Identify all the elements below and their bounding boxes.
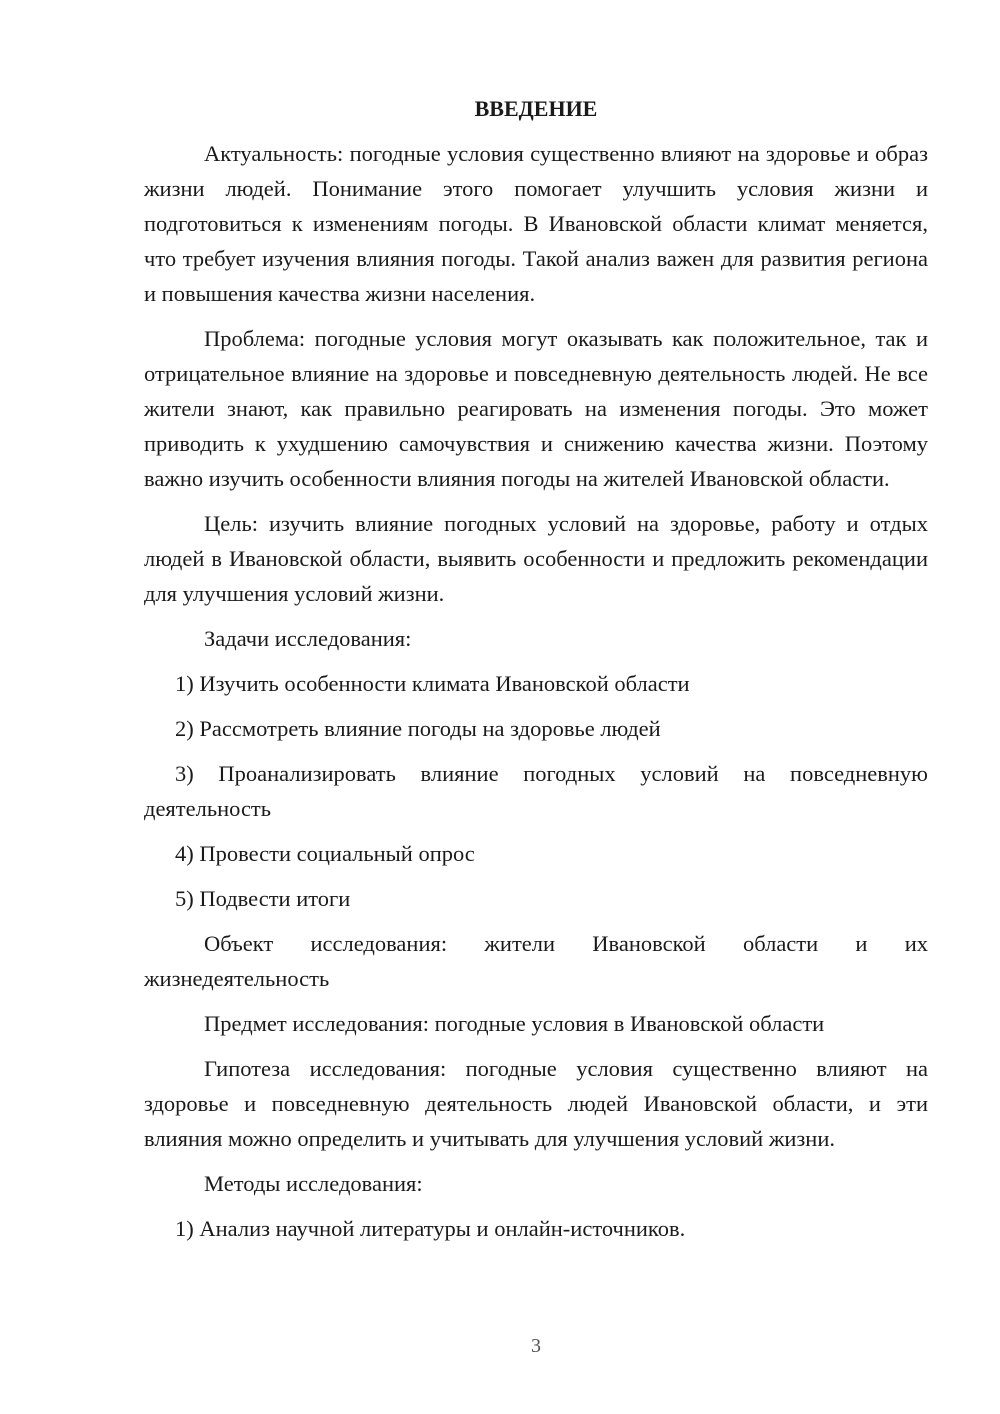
list-item-task-4: 4) Провести социальный опрос bbox=[175, 841, 475, 866]
paragraph-goal: Цель: изучить влияние погодных условий на здоровье, работу и отдых людей в Ивановской области, выявить особенности и предложить рекомендации для улучшения условий жизни. bbox=[144, 511, 928, 606]
list-item-task-3: 3) Проанализировать влияние погодных условий на повседневную деятельность bbox=[144, 761, 928, 821]
list-item-task-5: 5) Подвести итоги bbox=[175, 886, 351, 911]
page-title: ВВЕДЕНИЕ bbox=[474, 96, 598, 121]
page-number: 3 bbox=[531, 1335, 541, 1357]
paragraph-subject: Предмет исследования: погодные условия в Ивановской области bbox=[204, 1011, 825, 1036]
list-item-task-2: 2) Рассмотреть влияние погоды на здоровье людей bbox=[175, 716, 661, 741]
paragraph-problem: Проблема: погодные условия могут оказывать как положительное, так и отрицательное влияние на здоровье и повседневную деятельность людей. Не все жители знают, как правильно реагировать на изменения погоды. Это может приводить к ухудшению самочувствия и снижению качества жизни. Поэтому важно изучить особенности влияния погоды на жителей Ивановской области. bbox=[144, 326, 928, 491]
paragraph-hypothesis: Гипотеза исследования: погодные условия существенно влияют на здоровье и повседневную деятельность людей Ивановской области, и эти влияния можно определить и учитывать для улучшения условий жизни. bbox=[144, 1056, 928, 1151]
list-item-task-1: 1) Изучить особенности климата Ивановской области bbox=[175, 671, 690, 696]
tasks-heading: Задачи исследования: bbox=[204, 626, 412, 651]
list-item-method-1: 1) Анализ научной литературы и онлайн-источников. bbox=[175, 1216, 686, 1241]
paragraph-object: Объект исследования: жители Ивановской области и их жизнедеятельность bbox=[144, 931, 928, 991]
methods-heading: Методы исследования: bbox=[204, 1171, 423, 1196]
document-page bbox=[144, 92, 928, 1256]
paragraph-relevance: Актуальность: погодные условия существенно влияют на здоровье и образ жизни людей. Понимание этого помогает улучшить условия жизни и подготовиться к изменениям погоды. В Ивановской области климат меняется, что требует изучения влияния погоды. Такой анализ важен для развития региона и повышения качества жизни населения. bbox=[144, 141, 928, 306]
